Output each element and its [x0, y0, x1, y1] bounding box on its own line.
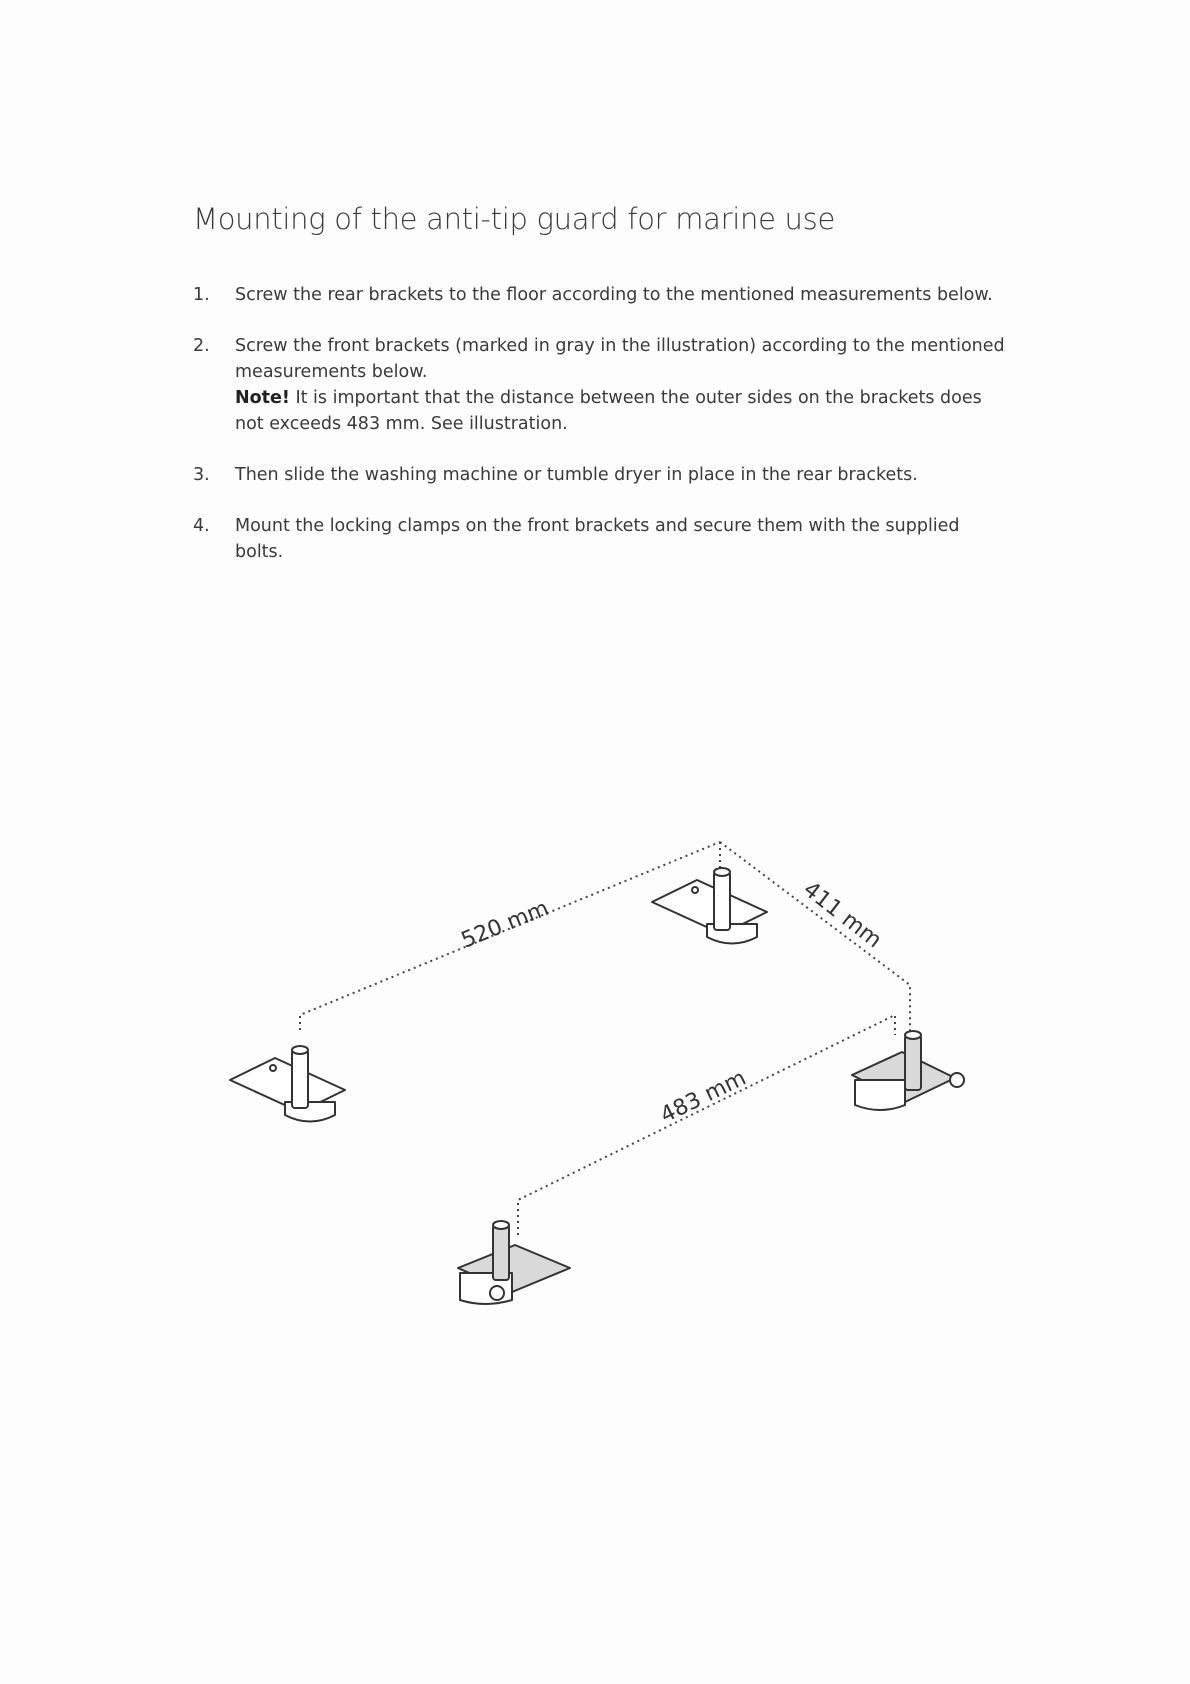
dimension-label-483: 483 mm: [656, 1065, 751, 1129]
step-number: 4.: [193, 516, 210, 536]
front-bracket-left: [458, 1221, 570, 1304]
step-number: 2.: [193, 336, 210, 356]
rear-bracket-left: [230, 1046, 345, 1122]
step-number: 1.: [193, 285, 210, 305]
dimension-line-483: [518, 1015, 895, 1235]
page-title: Mounting of the anti-tip guard for marine use: [193, 202, 835, 236]
rear-bracket-right: [652, 868, 767, 944]
dimension-label-520: 520 mm: [457, 895, 553, 954]
step-text: Screw the front brackets (marked in gray in the illustration) according to the mentioned measurements below.: [235, 336, 1005, 382]
dimension-label-411: 411 mm: [798, 877, 887, 954]
front-bracket-right: [852, 1031, 964, 1110]
step-text: Then slide the washing machine or tumble dryer in place in the rear brackets.: [235, 465, 918, 485]
note-text: It is important that the distance between the outer sides on the brackets does not exceeds 483 mm. See illustration.: [235, 388, 982, 434]
step-text: Screw the rear brackets to the floor according to the mentioned measurements below.: [235, 285, 993, 305]
step-number: 3.: [193, 465, 210, 485]
note-label: Note!: [235, 388, 290, 408]
step-text: Mount the locking clamps on the front brackets and secure them with the supplied bolts.: [235, 516, 960, 562]
